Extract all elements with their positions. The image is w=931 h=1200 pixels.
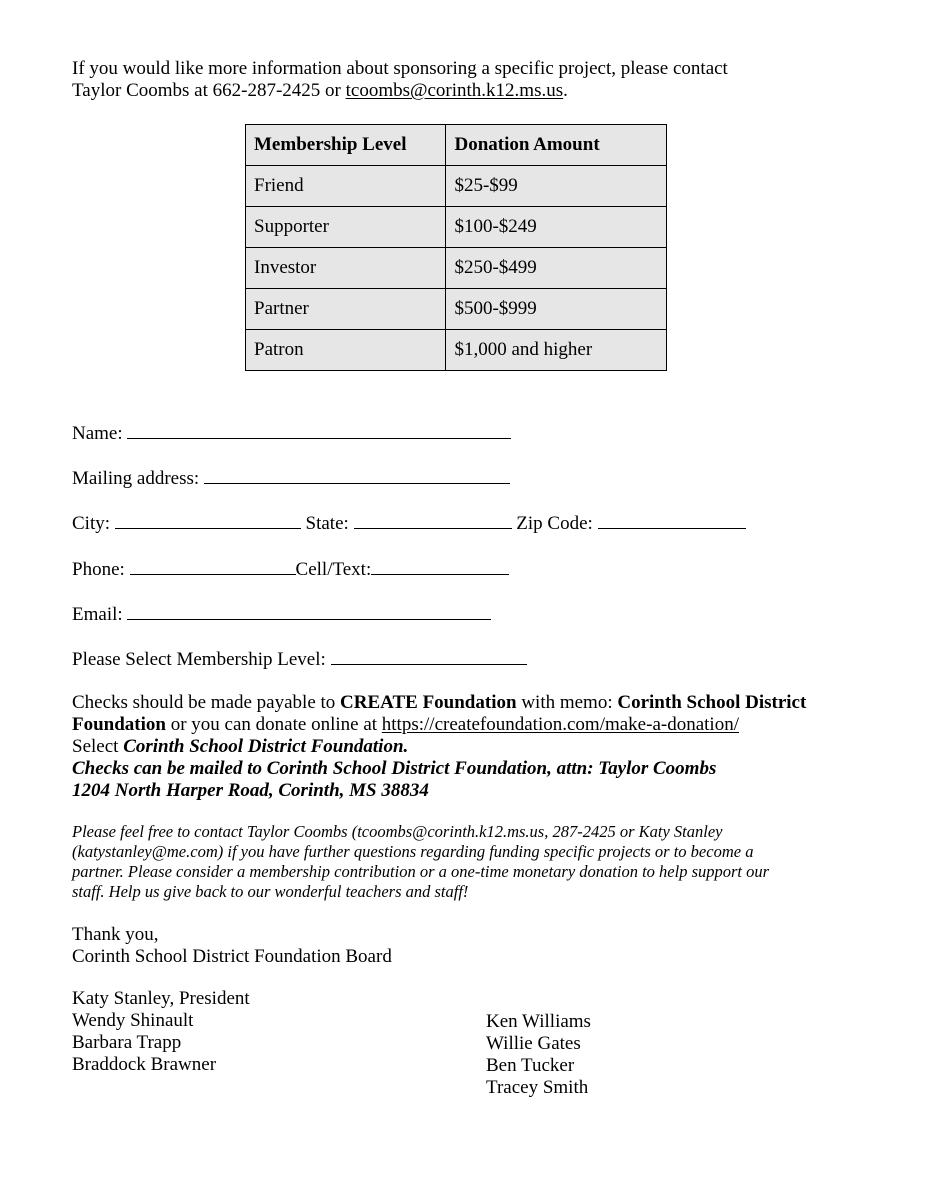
board-members-left: [72, 988, 250, 1076]
table-row: [246, 166, 667, 207]
cell-text-label: Cell/Text:: [295, 559, 372, 580]
phone-row: [72, 556, 509, 581]
mailing-address-label: Mailing address:: [72, 468, 200, 489]
note-line-4: staff. Help us give back to our wonderful teachers and staff!: [72, 882, 469, 901]
email-label: Email:: [72, 604, 123, 625]
contact-note: [72, 822, 769, 902]
zip-code-label: Zip Code:: [516, 513, 593, 534]
board-member: Ben Tucker: [486, 1055, 575, 1076]
table-header-row: [246, 125, 667, 166]
zip-code-field[interactable]: [598, 510, 746, 529]
membership-level-cell: Supporter: [246, 207, 446, 248]
instructions-line-3: [72, 736, 806, 758]
state-label: State:: [305, 513, 349, 534]
instructions-text: or you can donate online at: [165, 714, 382, 735]
contact-email-link[interactable]: tcoombs@corinth.k12.ms.us: [345, 80, 564, 101]
board-name-text: Corinth School District Foundation Board: [72, 946, 392, 967]
board-member: Katy Stanley, President: [72, 988, 250, 1009]
donation-amount-cell: $1,000 and higher: [446, 330, 667, 371]
instructions-text: with memo:: [516, 692, 618, 713]
instructions-line-2: [72, 714, 806, 736]
intro-line-2-prefix: Taylor Coombs at 662-287-2425 or: [72, 80, 346, 101]
city-state-zip-row: [72, 510, 746, 535]
board-member: Willie Gates: [486, 1033, 581, 1054]
membership-level-cell: Friend: [246, 166, 446, 207]
mailing-address-row: [72, 465, 510, 490]
memo-text-cont: Foundation: [72, 714, 166, 735]
donation-link[interactable]: https://createfoundation.com/make-a-donation/: [381, 714, 739, 735]
column-header-membership-level: Membership Level: [246, 125, 446, 166]
name-label: Name:: [72, 423, 123, 444]
membership-level-cell: Investor: [246, 248, 446, 289]
thank-you-text: Thank you,: [72, 924, 159, 945]
note-line-2: (katystanley@me.com) if you have further questions regarding funding specific projects or to become a: [72, 842, 754, 861]
mailing-address-field[interactable]: [204, 465, 510, 484]
membership-level-field[interactable]: [331, 646, 527, 665]
intro-line-2-suffix: .: [563, 80, 568, 101]
membership-level-row: [72, 646, 527, 671]
board-member: Barbara Trapp: [72, 1032, 182, 1053]
name-field[interactable]: [127, 420, 511, 439]
board-member: Braddock Brawner: [72, 1054, 217, 1075]
donation-amount-cell: $25-$99: [446, 166, 667, 207]
city-label: City:: [72, 513, 111, 534]
table-row: [246, 207, 667, 248]
email-field[interactable]: [127, 601, 491, 620]
board-member: Wendy Shinault: [72, 1010, 194, 1031]
donation-amount-cell: $250-$499: [446, 248, 667, 289]
instructions-line-1: [72, 692, 806, 714]
state-field[interactable]: [354, 510, 512, 529]
email-row: [72, 601, 491, 626]
instructions-text: Select: [72, 736, 124, 757]
instructions-text: Checks should be made payable to: [72, 692, 341, 713]
create-foundation-text: CREATE Foundation: [340, 692, 517, 713]
intro-line-2: [72, 80, 728, 102]
membership-level-cell: Patron: [246, 330, 446, 371]
board-member: Ken Williams: [486, 1011, 591, 1032]
table-row: [246, 248, 667, 289]
membership-table: [245, 124, 667, 371]
memo-text: Corinth School District: [617, 692, 807, 713]
donation-amount-cell: $500-$999: [446, 289, 667, 330]
select-foundation-text: Corinth School District Foundation.: [123, 736, 409, 757]
donation-instructions: [72, 692, 806, 802]
board-members-right: [486, 1011, 591, 1099]
cell-text-field[interactable]: [371, 556, 509, 575]
name-row: [72, 420, 511, 445]
intro-paragraph: [72, 58, 728, 102]
note-line-3: partner. Please consider a membership contribution or a one-time monetary donation to help support our: [72, 862, 770, 881]
table-row: [246, 330, 667, 371]
mailing-address-line: 1204 North Harper Road, Corinth, MS 38834: [72, 780, 429, 801]
note-line-1: Please feel free to contact Taylor Coombs (tcoombs@corinth.k12.ms.us, 287-2425 or Katy Stanley: [72, 822, 723, 841]
donation-amount-cell: $100-$249: [446, 207, 667, 248]
closing: [72, 924, 392, 968]
column-header-donation-amount: Donation Amount: [446, 125, 667, 166]
membership-level-cell: Partner: [246, 289, 446, 330]
phone-field[interactable]: [130, 556, 296, 575]
intro-line-1: If you would like more information about sponsoring a specific project, please contact: [72, 58, 728, 79]
membership-level-label: Please Select Membership Level:: [72, 649, 326, 670]
board-member: Tracey Smith: [486, 1077, 589, 1098]
phone-label: Phone:: [72, 559, 125, 580]
table-row: [246, 289, 667, 330]
mail-checks-line: Checks can be mailed to Corinth School District Foundation, attn: Taylor Coombs: [72, 758, 717, 779]
city-field[interactable]: [115, 510, 301, 529]
